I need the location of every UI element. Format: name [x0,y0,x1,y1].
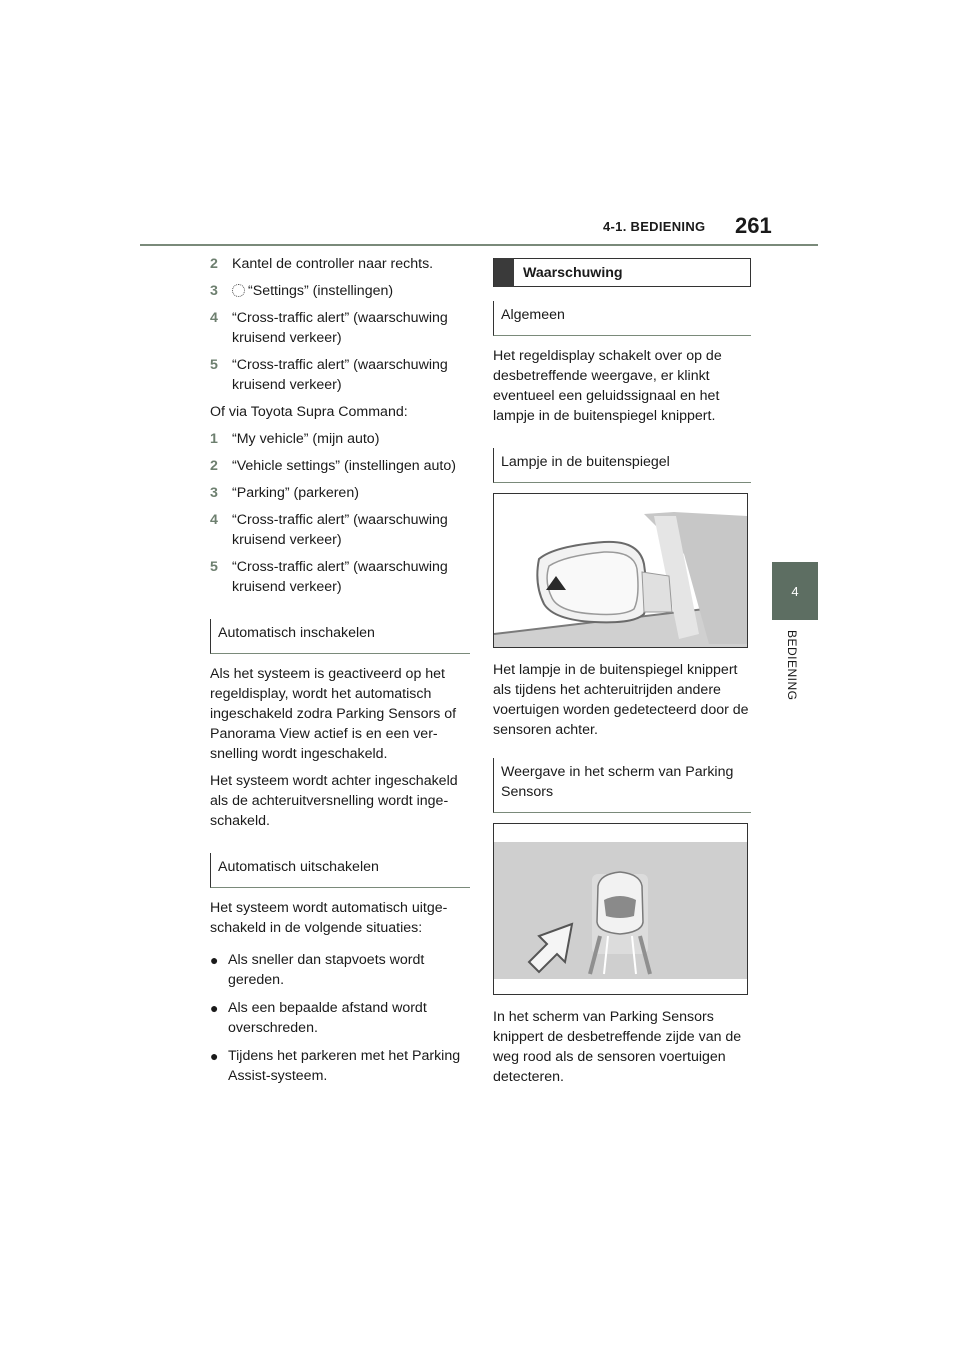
screen-heading: Weergave in het scherm van Parking Sensors [493,758,751,813]
step-item [210,510,470,550]
bullet-icon: ● [210,952,219,968]
bullet-icon: ● [210,1000,219,1016]
list-item-text: Tijdens het parkeren met het Parking Assist-systeem. [228,1048,461,1084]
step-number: 4 [210,310,218,326]
step-text: “Cross-traffic alert” (waarschuwing kruisend verkeer) [232,310,448,346]
general-paragraph: Het regeldisplay schakelt over op de desbetreffende weergave, er klinkt eventueel een geluidssignaal en het lampje in de buitenspiegel knippert. [493,348,722,424]
auto-on-paragraph-2: Het systeem wordt achter ingeschakeld als de achteruitversnelling wordt ingeschakeld. [210,773,458,829]
step-number: 4 [210,512,218,528]
step-number: 2 [210,458,218,474]
step-number: 3 [210,485,218,501]
step-number: 1 [210,431,218,447]
step-text: Kantel de controller naar rechts. [232,256,434,272]
list-item-text: Als een bepaalde afstand wordt overschreden. [228,1000,427,1036]
step-item [210,456,470,476]
step-text: “Vehicle settings” (instellingen auto) [232,458,456,474]
parking-screen-illustration [493,823,748,995]
step-text: “Parking” (parkeren) [232,485,359,501]
left-column [210,254,470,1094]
list-item [210,998,470,1038]
page-number: 261 [735,213,772,238]
list-item [210,1046,470,1086]
step-item [210,281,470,301]
mirror-image [494,494,747,647]
auto-off-heading: Automatisch uitschakelen [210,853,470,888]
general-heading: Algemeen [493,301,751,336]
header-rule [140,244,818,246]
parking-screen-image [494,824,747,994]
step-item [210,308,470,348]
chapter-tab [772,562,818,620]
auto-on-paragraph: Als het systeem is geactiveerd op het regeldisplay, wordt het automatisch ingeschakeld zodra Parking Sensors of Panorama View actief is en een versnelling wordt ingeschakeld. [210,666,457,762]
mirror-heading: Lampje in de buitenspiegel [493,448,751,483]
step-text: “My vehicle” (mijn auto) [232,431,380,447]
auto-off-paragraph: Het systeem wordt automatisch uitgeschakeld in de volgende situaties: [210,900,448,936]
step-item [210,429,470,449]
auto-on-heading: Automatisch inschakelen [210,619,470,654]
step-item [210,355,470,395]
list-item-text: Als sneller dan stapvoets wordt gereden. [228,952,425,988]
screen-paragraph: In het scherm van Parking Sensors knippert de desbetreffende zijde van de weg rood als de sensoren voertuigen detecteren. [493,1009,742,1085]
chapter-tab-number: 4 [791,583,799,599]
mirror-paragraph: Het lampje in de buitenspiegel knippert als tijdens het achteruitrijden andere voertuigen worden gedetecteerd door de sensoren achter. [493,662,749,738]
step-text: “Settings” (instellingen) [248,283,394,299]
step-number: 5 [210,357,218,373]
mirror-illustration [493,493,748,648]
step-number: 5 [210,559,218,575]
via-command-text: Of via Toyota Supra Command: [210,404,408,420]
warning-marker [494,258,514,287]
right-column [493,258,751,1094]
warning-box [493,258,751,287]
gear-icon [232,284,245,297]
step-text: “Cross-traffic alert” (waarschuwing kruisend verkeer) [232,357,448,393]
step-text: “Cross-traffic alert” (waarschuwing kruisend verkeer) [232,512,448,548]
section-title: 4-1. BEDIENING [603,219,706,234]
chapter-tab-label: BEDIENING [785,630,799,701]
step-number: 3 [210,283,218,299]
step-text: “Cross-traffic alert” (waarschuwing kruisend verkeer) [232,559,448,595]
step-item [210,483,470,503]
step-item [210,254,470,274]
list-item [210,950,470,990]
bullet-icon: ● [210,1048,219,1064]
step-number: 2 [210,256,218,272]
step-item [210,557,470,597]
warning-label: Waarschuwing [523,264,623,281]
